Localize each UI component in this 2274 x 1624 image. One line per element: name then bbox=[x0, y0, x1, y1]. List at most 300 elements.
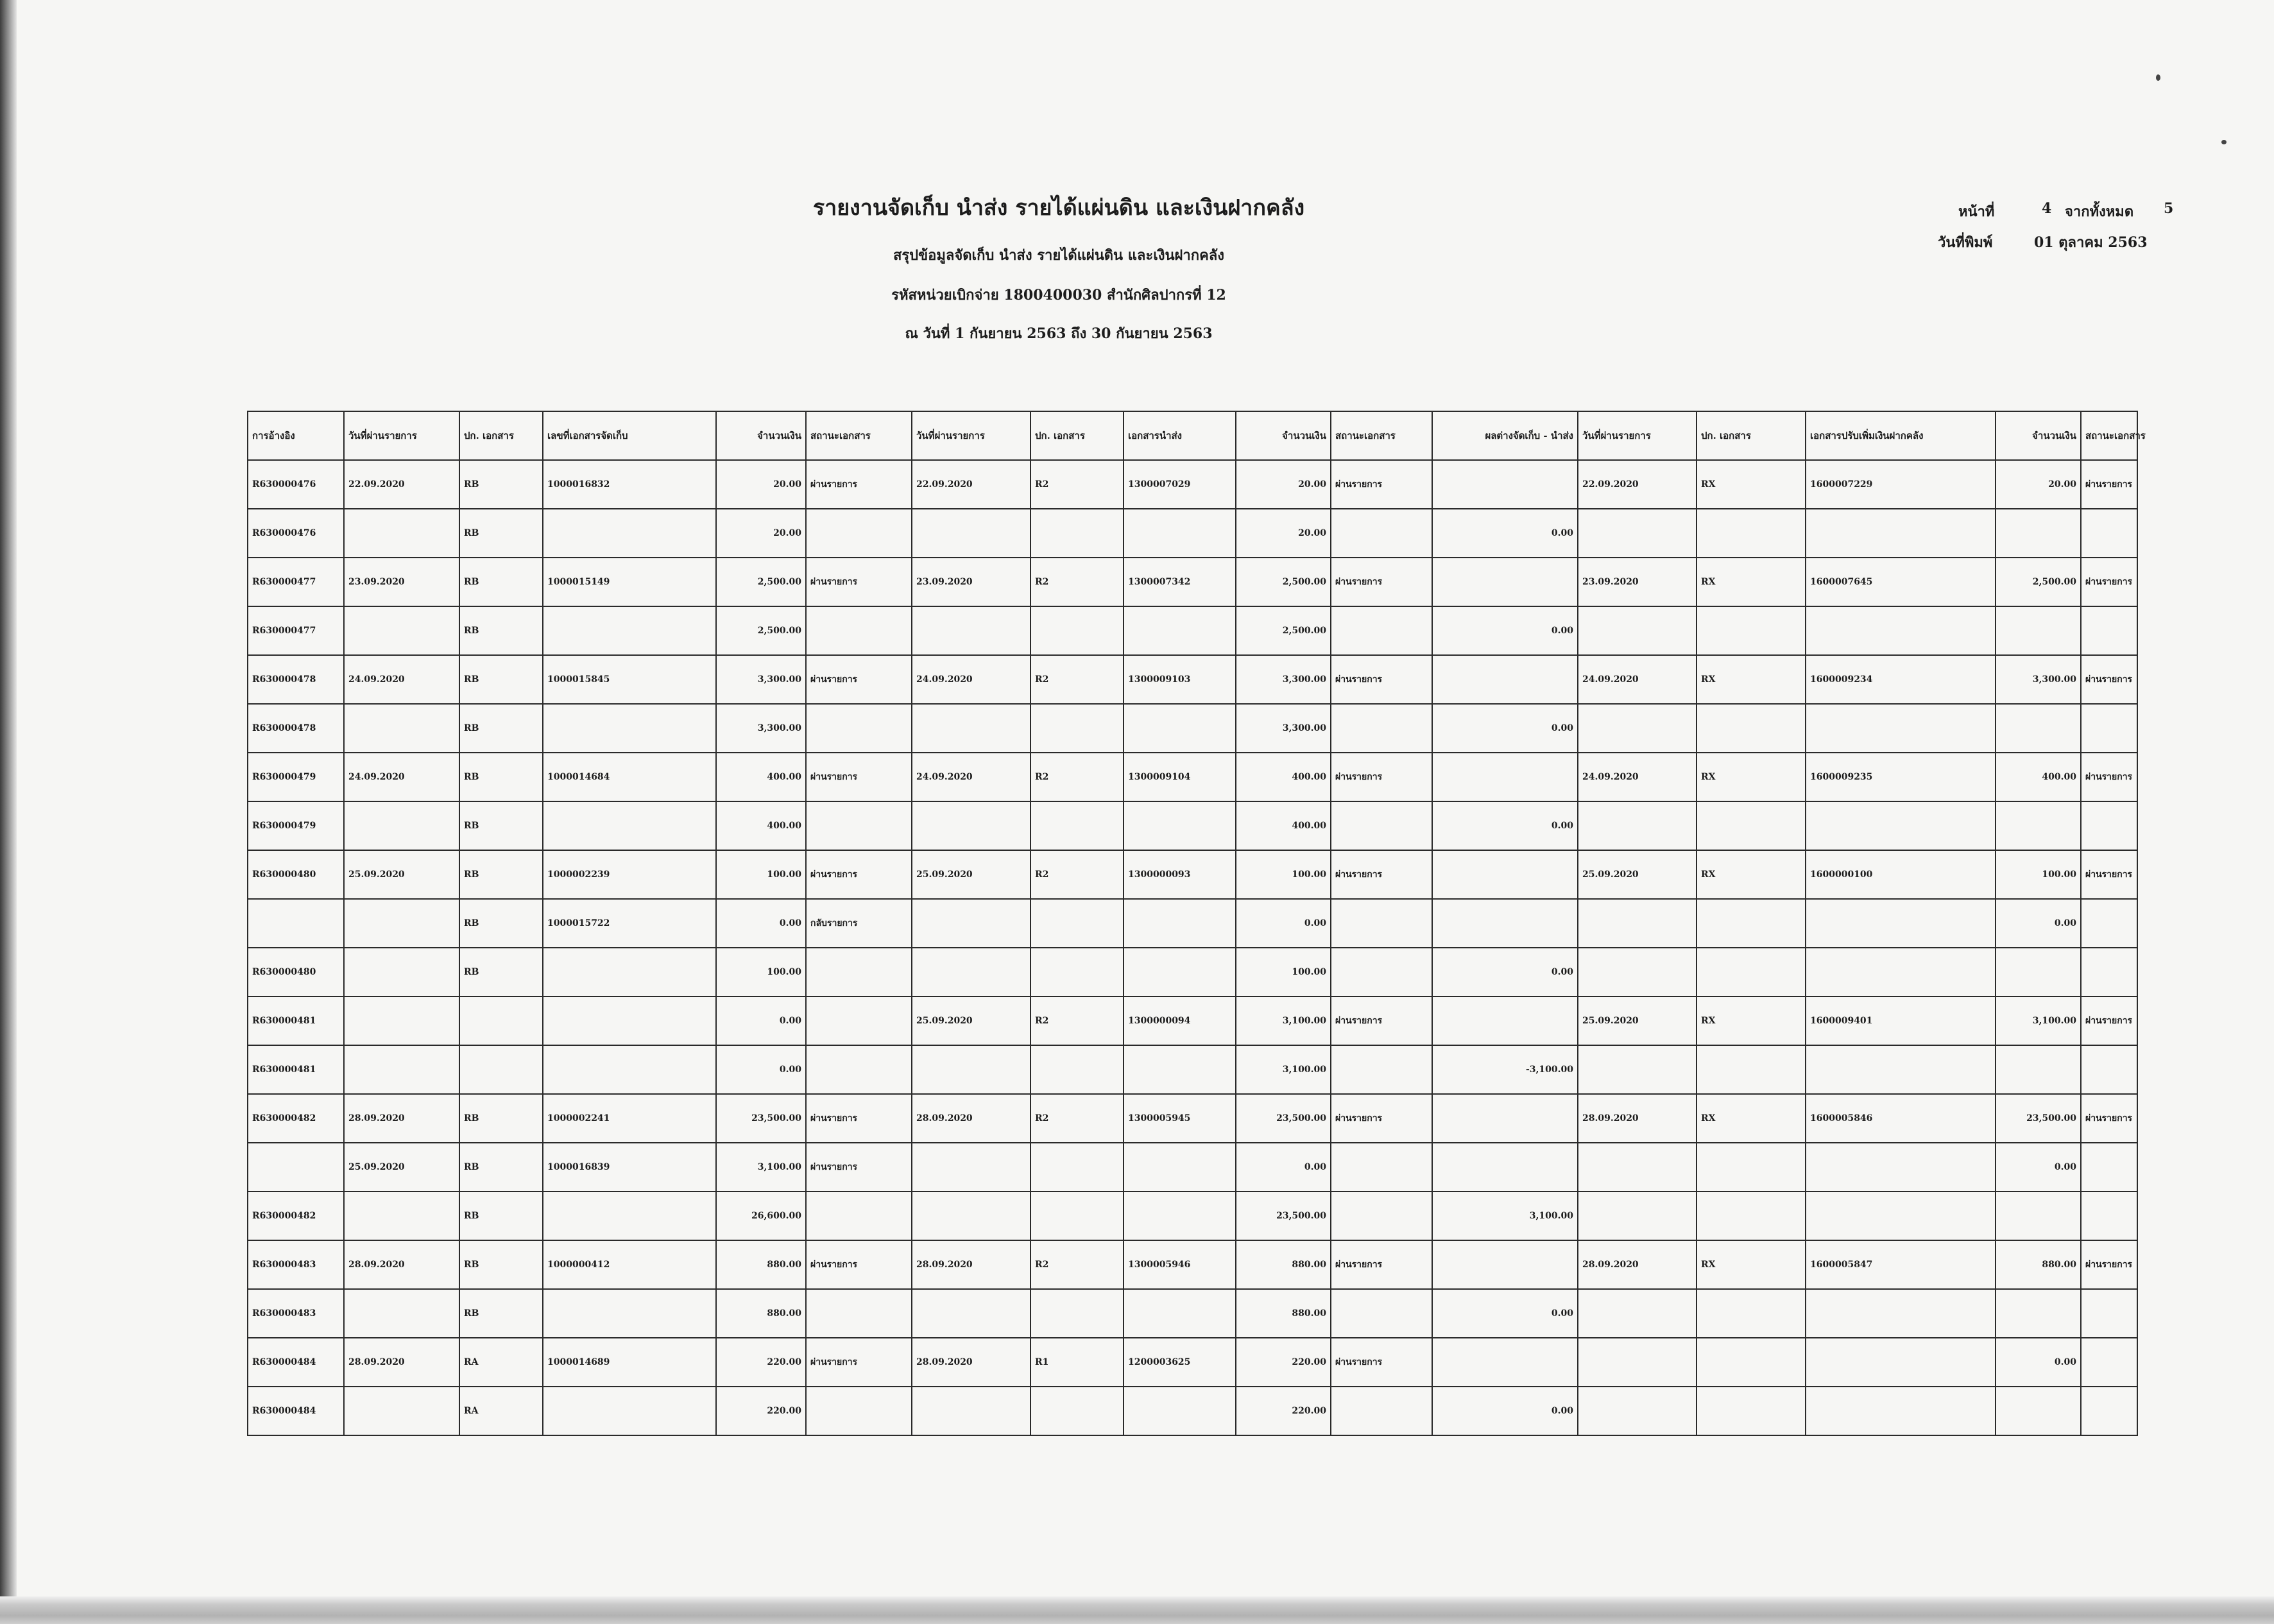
table-cell: R2 bbox=[1030, 850, 1124, 899]
table-cell bbox=[1124, 1143, 1236, 1192]
table-cell bbox=[1432, 558, 1578, 606]
table-cell bbox=[1697, 606, 1806, 655]
table-cell bbox=[1806, 899, 1996, 948]
total-pages-label: จากทั้งหมด bbox=[2065, 203, 2134, 220]
table-cell: R2 bbox=[1030, 460, 1124, 509]
table-cell: 3,300.00 bbox=[1236, 655, 1331, 704]
table-cell: ผ่านรายการ bbox=[1331, 1094, 1432, 1143]
table-cell: RB bbox=[459, 753, 543, 801]
table-cell bbox=[2081, 1143, 2137, 1192]
table-cell: RB bbox=[459, 1240, 543, 1289]
table-cell: R630000483 bbox=[248, 1240, 344, 1289]
table-cell bbox=[2081, 1192, 2137, 1240]
table-cell: ผ่านรายการ bbox=[806, 1338, 912, 1387]
table-cell: 1300000093 bbox=[1124, 850, 1236, 899]
table-cell bbox=[912, 1387, 1030, 1435]
table-summary-row bbox=[248, 704, 2137, 753]
table-cell: 22.09.2020 bbox=[912, 460, 1030, 509]
table-cell bbox=[806, 1289, 912, 1338]
table-cell bbox=[1432, 850, 1578, 899]
table-cell: R630000482 bbox=[248, 1192, 344, 1240]
table-cell: 220.00 bbox=[716, 1387, 806, 1435]
page-number-label: หน้าที่ bbox=[1958, 203, 1995, 220]
table-cell: 2,500.00 bbox=[1236, 558, 1331, 606]
table-cell: 3,300.00 bbox=[1236, 704, 1331, 753]
table-cell bbox=[2081, 899, 2137, 948]
table-cell: 28.09.2020 bbox=[1578, 1094, 1697, 1143]
table-cell bbox=[1697, 948, 1806, 996]
table-cell bbox=[1124, 704, 1236, 753]
column-header: สถานะเอกสาร bbox=[2081, 411, 2137, 460]
table-cell bbox=[912, 1045, 1030, 1094]
table-cell: 1600007229 bbox=[1806, 460, 1996, 509]
table-cell bbox=[1578, 606, 1697, 655]
table-cell: RB bbox=[459, 850, 543, 899]
table-cell: 220.00 bbox=[1236, 1338, 1331, 1387]
table-cell: ผ่านรายการ bbox=[806, 850, 912, 899]
table-cell bbox=[543, 606, 716, 655]
table-cell: 23,500.00 bbox=[1996, 1094, 2081, 1143]
table-cell bbox=[806, 801, 912, 850]
table-cell bbox=[1432, 460, 1578, 509]
table-cell bbox=[1806, 801, 1996, 850]
table-cell bbox=[912, 801, 1030, 850]
table-cell bbox=[1578, 948, 1697, 996]
table-cell: 20.00 bbox=[1996, 460, 2081, 509]
table-cell: R630000476 bbox=[248, 509, 344, 558]
table-cell bbox=[1697, 1387, 1806, 1435]
column-header: ปก. เอกสาร bbox=[459, 411, 543, 460]
table-row bbox=[248, 558, 2137, 606]
table-cell: 1000015722 bbox=[543, 899, 716, 948]
table-cell: 28.09.2020 bbox=[344, 1094, 459, 1143]
table-cell: 0.00 bbox=[1432, 801, 1578, 850]
table-cell: 25.09.2020 bbox=[1578, 996, 1697, 1045]
table-cell bbox=[1432, 1338, 1578, 1387]
table-summary-row bbox=[248, 606, 2137, 655]
table-cell: RB bbox=[459, 801, 543, 850]
column-header: วันที่ผ่านรายการ bbox=[344, 411, 459, 460]
table-cell bbox=[912, 509, 1030, 558]
report-title: รายงานจัดเก็บ นำส่ง รายได้แผ่นดิน และเงินฝากคลัง bbox=[812, 195, 1305, 221]
table-cell: 3,100.00 bbox=[1432, 1192, 1578, 1240]
table-cell: ผ่านรายการ bbox=[2081, 655, 2137, 704]
column-header: สถานะเอกสาร bbox=[1331, 411, 1432, 460]
table-cell: ผ่านรายการ bbox=[806, 1143, 912, 1192]
table-cell: RX bbox=[1697, 558, 1806, 606]
table-cell: ผ่านรายการ bbox=[1331, 850, 1432, 899]
table-cell bbox=[543, 1387, 716, 1435]
table-cell: 20.00 bbox=[716, 509, 806, 558]
table-cell: 2,500.00 bbox=[1996, 558, 2081, 606]
table-cell bbox=[344, 948, 459, 996]
table-cell bbox=[806, 606, 912, 655]
table-cell: R630000480 bbox=[248, 948, 344, 996]
table-cell bbox=[2081, 1045, 2137, 1094]
table-cell bbox=[543, 1192, 716, 1240]
table-cell: ผ่านรายการ bbox=[2081, 753, 2137, 801]
table-cell: R630000476 bbox=[248, 460, 344, 509]
table-cell bbox=[806, 509, 912, 558]
table-summary-row bbox=[248, 509, 2137, 558]
table-cell: 220.00 bbox=[1236, 1387, 1331, 1435]
table-cell: 24.09.2020 bbox=[344, 753, 459, 801]
table-cell bbox=[543, 1289, 716, 1338]
table-cell: ผ่านรายการ bbox=[1331, 655, 1432, 704]
table-cell: 0.00 bbox=[1432, 509, 1578, 558]
table-cell: 28.09.2020 bbox=[344, 1240, 459, 1289]
table-cell bbox=[1331, 1143, 1432, 1192]
table-cell: ผ่านรายการ bbox=[2081, 850, 2137, 899]
table-cell bbox=[344, 1045, 459, 1094]
scan-edge-bottom bbox=[0, 1596, 2274, 1624]
table-cell: RX bbox=[1697, 655, 1806, 704]
table-cell bbox=[248, 1143, 344, 1192]
table-cell: 22.09.2020 bbox=[344, 460, 459, 509]
table-cell: R630000478 bbox=[248, 704, 344, 753]
report-subtitle: สรุปข้อมูลจัดเก็บ นำส่ง รายได้แผ่นดิน และเงินฝากคลัง bbox=[893, 247, 1225, 264]
table-cell bbox=[806, 704, 912, 753]
table-cell: 0.00 bbox=[1996, 1338, 2081, 1387]
table-cell bbox=[459, 1045, 543, 1094]
table-cell bbox=[1432, 996, 1578, 1045]
table-cell bbox=[543, 996, 716, 1045]
table-cell bbox=[1331, 1045, 1432, 1094]
table-cell: ผ่านรายการ bbox=[2081, 1094, 2137, 1143]
table-cell bbox=[1578, 1192, 1697, 1240]
table-cell bbox=[1697, 1338, 1806, 1387]
table-cell bbox=[1697, 801, 1806, 850]
table-cell: RX bbox=[1697, 460, 1806, 509]
table-cell bbox=[1806, 1289, 1996, 1338]
table-cell: 100.00 bbox=[716, 850, 806, 899]
table-cell: 25.09.2020 bbox=[344, 850, 459, 899]
table-cell: 1600000100 bbox=[1806, 850, 1996, 899]
table-cell bbox=[1996, 1289, 2081, 1338]
table-header-row bbox=[248, 411, 2137, 460]
table-cell: 880.00 bbox=[1996, 1240, 2081, 1289]
table-cell bbox=[2081, 1387, 2137, 1435]
table-cell bbox=[1432, 1094, 1578, 1143]
table-cell: 400.00 bbox=[716, 753, 806, 801]
table-cell bbox=[1030, 1289, 1124, 1338]
table-cell: RB bbox=[459, 606, 543, 655]
table-row bbox=[248, 1240, 2137, 1289]
table-cell: 0.00 bbox=[716, 1045, 806, 1094]
table-cell: 400.00 bbox=[716, 801, 806, 850]
table-cell bbox=[543, 509, 716, 558]
table-cell: R630000478 bbox=[248, 655, 344, 704]
table-cell bbox=[1331, 1192, 1432, 1240]
column-header: วันที่ผ่านรายการ bbox=[912, 411, 1030, 460]
table-cell: 25.09.2020 bbox=[344, 1143, 459, 1192]
table-cell: 1000016832 bbox=[543, 460, 716, 509]
table-cell: R630000479 bbox=[248, 753, 344, 801]
column-header: เอกสารปรับเพิ่มเงินฝากคลัง bbox=[1806, 411, 1996, 460]
table-cell: ผ่านรายการ bbox=[2081, 1240, 2137, 1289]
table-cell bbox=[806, 1045, 912, 1094]
table-cell: 100.00 bbox=[716, 948, 806, 996]
table-cell bbox=[912, 1192, 1030, 1240]
table-cell: 0.00 bbox=[1996, 1143, 2081, 1192]
table-cell bbox=[1996, 948, 2081, 996]
table-cell bbox=[1806, 1143, 1996, 1192]
table-cell bbox=[344, 899, 459, 948]
table-cell: 0.00 bbox=[716, 996, 806, 1045]
table-cell bbox=[1806, 1192, 1996, 1240]
table-cell: -3,100.00 bbox=[1432, 1045, 1578, 1094]
table-cell: 28.09.2020 bbox=[1578, 1240, 1697, 1289]
column-header: จำนวนเงิน bbox=[1236, 411, 1331, 460]
table-cell: 1300007029 bbox=[1124, 460, 1236, 509]
table-cell: RA bbox=[459, 1338, 543, 1387]
table-cell: 23,500.00 bbox=[1236, 1094, 1331, 1143]
table-cell: 1600009235 bbox=[1806, 753, 1996, 801]
table-cell bbox=[543, 1045, 716, 1094]
table-row bbox=[248, 996, 2137, 1045]
table-cell: กลับรายการ bbox=[806, 899, 912, 948]
table-cell bbox=[806, 1387, 912, 1435]
table-cell bbox=[543, 704, 716, 753]
table-cell bbox=[1124, 801, 1236, 850]
table-cell: ผ่านรายการ bbox=[806, 460, 912, 509]
table-cell: 100.00 bbox=[1236, 850, 1331, 899]
table-cell: 24.09.2020 bbox=[1578, 753, 1697, 801]
total-pages: 5 bbox=[2164, 200, 2174, 217]
table-cell bbox=[1331, 899, 1432, 948]
table-cell bbox=[1806, 606, 1996, 655]
table-cell: RB bbox=[459, 1143, 543, 1192]
table-cell: 0.00 bbox=[1432, 1289, 1578, 1338]
table-cell: 1000000412 bbox=[543, 1240, 716, 1289]
table-cell: 1600007645 bbox=[1806, 558, 1996, 606]
table-cell: 3,100.00 bbox=[1236, 996, 1331, 1045]
table-cell: RB bbox=[459, 509, 543, 558]
column-header: จำนวนเงิน bbox=[1996, 411, 2081, 460]
table-cell: ผ่านรายการ bbox=[1331, 1240, 1432, 1289]
table-summary-row bbox=[248, 1289, 2137, 1338]
table-cell: 2,500.00 bbox=[716, 558, 806, 606]
table-cell: 25.09.2020 bbox=[912, 996, 1030, 1045]
table-cell: RA bbox=[459, 1387, 543, 1435]
table-row bbox=[248, 655, 2137, 704]
table-cell bbox=[1432, 1143, 1578, 1192]
table-cell: RX bbox=[1697, 850, 1806, 899]
table-cell bbox=[1996, 509, 2081, 558]
table-cell: 1300009103 bbox=[1124, 655, 1236, 704]
table-cell bbox=[1578, 509, 1697, 558]
table-cell: ผ่านรายการ bbox=[1331, 1338, 1432, 1387]
column-header: จำนวนเงิน bbox=[716, 411, 806, 460]
table-cell bbox=[344, 606, 459, 655]
table-cell: 1600009234 bbox=[1806, 655, 1996, 704]
table-cell: 23.09.2020 bbox=[912, 558, 1030, 606]
table-cell bbox=[543, 948, 716, 996]
table-cell: 1600005847 bbox=[1806, 1240, 1996, 1289]
table-cell: RB bbox=[459, 460, 543, 509]
table-row bbox=[248, 753, 2137, 801]
table-cell: RX bbox=[1697, 1240, 1806, 1289]
table-cell: 1300005945 bbox=[1124, 1094, 1236, 1143]
table-cell: 3,100.00 bbox=[1236, 1045, 1331, 1094]
table-cell: R630000484 bbox=[248, 1338, 344, 1387]
column-header: วันที่ผ่านรายการ bbox=[1578, 411, 1697, 460]
table-cell: 400.00 bbox=[1236, 801, 1331, 850]
table-cell: 0.00 bbox=[1236, 1143, 1331, 1192]
table-cell bbox=[912, 899, 1030, 948]
table-cell bbox=[1030, 509, 1124, 558]
print-date: 01 ตุลาคม 2563 bbox=[2034, 234, 2148, 251]
table-cell bbox=[1030, 1192, 1124, 1240]
table-cell bbox=[1697, 1045, 1806, 1094]
table-cell bbox=[543, 801, 716, 850]
table-cell bbox=[1578, 1338, 1697, 1387]
table-cell: R630000477 bbox=[248, 558, 344, 606]
table-cell: R630000481 bbox=[248, 1045, 344, 1094]
table-cell: R630000480 bbox=[248, 850, 344, 899]
table-cell: 0.00 bbox=[1432, 704, 1578, 753]
table-cell bbox=[1030, 948, 1124, 996]
table-cell bbox=[1432, 1240, 1578, 1289]
table-summary-row bbox=[248, 1192, 2137, 1240]
table-cell bbox=[2081, 948, 2137, 996]
table-cell: 24.09.2020 bbox=[1578, 655, 1697, 704]
table-cell bbox=[1331, 1387, 1432, 1435]
report-table-body bbox=[248, 460, 2137, 1435]
table-cell bbox=[1124, 1289, 1236, 1338]
table-cell: 100.00 bbox=[1996, 850, 2081, 899]
report-table bbox=[247, 411, 2146, 1436]
table-cell: ผ่านรายการ bbox=[2081, 558, 2137, 606]
table-cell: 26,600.00 bbox=[716, 1192, 806, 1240]
table-cell bbox=[1124, 1192, 1236, 1240]
table-cell: 0.00 bbox=[1432, 606, 1578, 655]
table-cell: ผ่านรายการ bbox=[1331, 460, 1432, 509]
table-cell bbox=[1124, 1387, 1236, 1435]
table-cell: RX bbox=[1697, 996, 1806, 1045]
table-cell: 100.00 bbox=[1236, 948, 1331, 996]
table-cell: RX bbox=[1697, 753, 1806, 801]
table-cell: R630000481 bbox=[248, 996, 344, 1045]
table-cell bbox=[1030, 899, 1124, 948]
table-row bbox=[248, 1143, 2137, 1192]
table-cell: RX bbox=[1697, 1094, 1806, 1143]
table-cell bbox=[1697, 704, 1806, 753]
table-cell bbox=[2081, 704, 2137, 753]
table-cell: 0.00 bbox=[716, 899, 806, 948]
table-cell: R630000483 bbox=[248, 1289, 344, 1338]
table-cell bbox=[806, 948, 912, 996]
table-cell: RB bbox=[459, 1192, 543, 1240]
table-cell bbox=[912, 1289, 1030, 1338]
table-cell bbox=[1697, 509, 1806, 558]
table-cell: 0.00 bbox=[1432, 948, 1578, 996]
table-cell: 1600005846 bbox=[1806, 1094, 1996, 1143]
table-cell: R2 bbox=[1030, 996, 1124, 1045]
table-cell: 28.09.2020 bbox=[344, 1338, 459, 1387]
table-cell: 880.00 bbox=[716, 1289, 806, 1338]
table-cell: 1600009401 bbox=[1806, 996, 1996, 1045]
table-cell bbox=[344, 509, 459, 558]
table-cell bbox=[1030, 801, 1124, 850]
table-cell bbox=[1697, 1143, 1806, 1192]
table-cell: 1300007342 bbox=[1124, 558, 1236, 606]
table-row bbox=[248, 460, 2137, 509]
table-cell bbox=[912, 704, 1030, 753]
table-cell: 3,100.00 bbox=[1996, 996, 2081, 1045]
table-cell bbox=[1030, 1387, 1124, 1435]
table-cell: ผ่านรายการ bbox=[1331, 558, 1432, 606]
table-cell: 2,500.00 bbox=[716, 606, 806, 655]
table-cell: 220.00 bbox=[716, 1338, 806, 1387]
column-header: เอกสารนำส่ง bbox=[1124, 411, 1236, 460]
table-cell: 28.09.2020 bbox=[912, 1240, 1030, 1289]
table-cell bbox=[1996, 1192, 2081, 1240]
table-cell bbox=[1697, 899, 1806, 948]
table-summary-row bbox=[248, 1045, 2137, 1094]
table-cell: 1300000094 bbox=[1124, 996, 1236, 1045]
table-summary-row bbox=[248, 801, 2137, 850]
table-cell bbox=[1697, 1289, 1806, 1338]
table-cell: 20.00 bbox=[716, 460, 806, 509]
table-cell bbox=[1806, 1387, 1996, 1435]
table-cell bbox=[1806, 509, 1996, 558]
table-cell: 23,500.00 bbox=[716, 1094, 806, 1143]
table-cell: 1300005946 bbox=[1124, 1240, 1236, 1289]
table-cell: RB bbox=[459, 558, 543, 606]
table-cell bbox=[912, 948, 1030, 996]
column-header: ผลต่างจัดเก็บ - นำส่ง bbox=[1432, 411, 1578, 460]
table-cell bbox=[1331, 1289, 1432, 1338]
table-cell: RB bbox=[459, 655, 543, 704]
table-cell: 0.00 bbox=[1432, 1387, 1578, 1435]
table-cell: 0.00 bbox=[1996, 899, 2081, 948]
table-cell: 23.09.2020 bbox=[1578, 558, 1697, 606]
table-cell: 28.09.2020 bbox=[912, 1338, 1030, 1387]
table-cell: 1000014684 bbox=[543, 753, 716, 801]
report-date-range: ณ วันที่ 1 กันยายน 2563 ถึง 30 กันยายน 2563 bbox=[905, 325, 1213, 342]
table-cell: ผ่านรายการ bbox=[806, 558, 912, 606]
table-cell bbox=[1331, 704, 1432, 753]
table-cell bbox=[2081, 1338, 2137, 1387]
table-cell: 880.00 bbox=[716, 1240, 806, 1289]
scan-speck bbox=[2221, 140, 2227, 144]
table-cell: 880.00 bbox=[1236, 1289, 1331, 1338]
table-cell: R630000484 bbox=[248, 1387, 344, 1435]
table-cell bbox=[1432, 655, 1578, 704]
table-cell bbox=[1030, 704, 1124, 753]
table-cell bbox=[1996, 1045, 2081, 1094]
table-cell bbox=[806, 996, 912, 1045]
table-cell: ผ่านรายการ bbox=[2081, 996, 2137, 1045]
table-cell bbox=[344, 801, 459, 850]
table-cell: 3,300.00 bbox=[1996, 655, 2081, 704]
table-cell: 3,300.00 bbox=[716, 655, 806, 704]
table-cell: 20.00 bbox=[1236, 460, 1331, 509]
table-cell: 880.00 bbox=[1236, 1240, 1331, 1289]
table-cell: 23,500.00 bbox=[1236, 1192, 1331, 1240]
table-cell: ผ่านรายการ bbox=[806, 1240, 912, 1289]
table-cell bbox=[344, 996, 459, 1045]
table-cell bbox=[1331, 801, 1432, 850]
table-cell bbox=[1124, 899, 1236, 948]
table-cell: RB bbox=[459, 899, 543, 948]
table-cell: R630000482 bbox=[248, 1094, 344, 1143]
column-header: การอ้างอิง bbox=[248, 411, 344, 460]
table-cell bbox=[1578, 704, 1697, 753]
table-cell: ผ่านรายการ bbox=[806, 1094, 912, 1143]
table-cell: R2 bbox=[1030, 1094, 1124, 1143]
